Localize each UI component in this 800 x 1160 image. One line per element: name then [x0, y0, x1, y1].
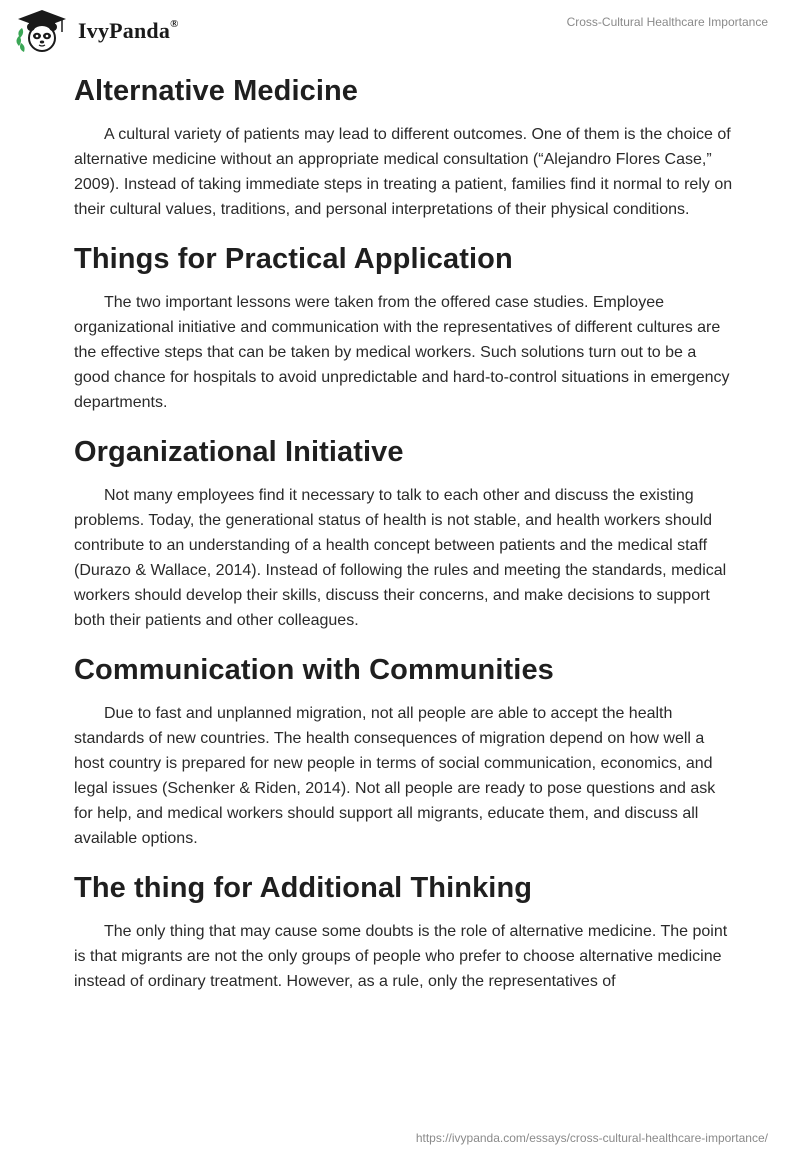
section-additional-thinking — [74, 867, 734, 994]
section-alternative-medicine — [74, 70, 734, 222]
ivypanda-logo[interactable] — [14, 8, 179, 54]
source-url-link[interactable]: https://ivypanda.com/essays/cross-cultural-healthcare-importance/ — [415, 1131, 768, 1145]
section-paragraph: A cultural variety of patients may lead to different outcomes. One of them is the choice of alternative medicine without an appropriate medical consultation (“Alejandro Flores Case,” 2009). Instead of taking immediate steps in treating a patient, families find it normal to rely on their cultural values, traditions, and personal interpretations of their physical conditions. — [74, 126, 733, 218]
section-heading: Things for Practical Application — [74, 243, 513, 275]
panda-graduate-icon — [14, 8, 70, 54]
section-paragraph: Due to fast and unplanned migration, not all people are able to accept the health standards of new countries. The health consequences of migration depend on how well a host country is prepared for new people in terms of social communication, economics, and legal issues (Schenker & Riden, 2014). Not all people are ready to pose questions and ask for help, and medical workers should support all migrants, educate them, and discuss all available options. — [74, 705, 716, 847]
section-practical-application — [74, 238, 734, 415]
section-paragraph: Not many employees find it necessary to talk to each other and discuss the existing problems. Today, the generational status of health is not stable, and health workers should contribute to an understanding of a health concept between patients and the medical staff (Durazo & Wallace, 2014). Instead of following the rules and meeting the standards, medical workers should develop their skills, discuss their concerns, and make decisions to support both their patients and other colleagues. — [74, 487, 727, 629]
section-paragraph: The two important lessons were taken from the offered case studies. Employee organizational initiative and communication with the representatives of different cultures are the effective steps that can be taken by medical workers. Such solutions turn out to be a good chance for hospitals to avoid unpredictable and hard-to-control situations in emergency departments. — [74, 294, 730, 411]
section-organizational-initiative — [74, 431, 734, 633]
section-heading: Organizational Initiative — [74, 436, 404, 468]
brand-name: IvyPanda® — [78, 17, 179, 43]
section-paragraph: The only thing that may cause some doubts is the role of alternative medicine. The point is that migrants are not the only groups of people who prefer to choose alternative medicine instead of ordinary treatment. However, as a rule, only the representatives of — [74, 923, 728, 990]
section-heading: Alternative Medicine — [74, 75, 359, 107]
essay-content — [74, 70, 734, 1010]
section-heading: Communication with Communities — [74, 654, 554, 686]
document-title: Cross-Cultural Healthcare Importance — [566, 15, 768, 29]
page-header — [0, 0, 800, 60]
section-communication-communities — [74, 649, 734, 851]
section-heading: The thing for Additional Thinking — [74, 872, 533, 904]
